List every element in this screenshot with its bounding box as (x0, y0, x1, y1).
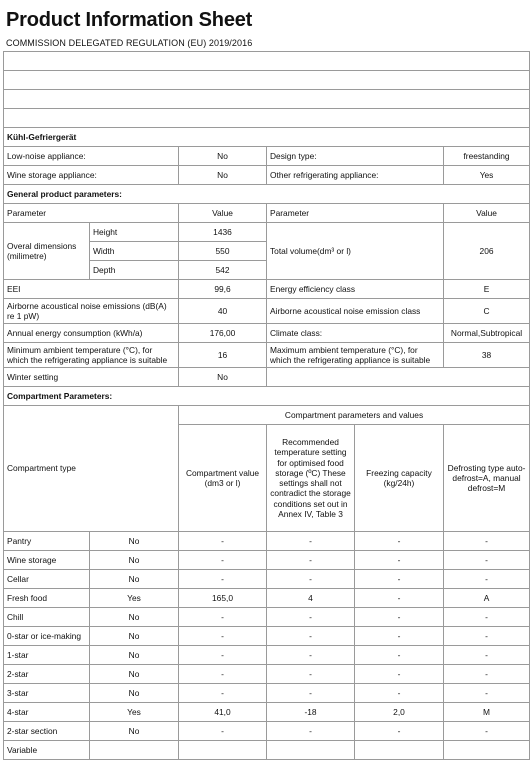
eei-value: 99,6 (179, 280, 267, 299)
compartment-temp: - (267, 646, 355, 665)
compartment-freezing: - (355, 551, 444, 570)
compartment-type: 0-star or ice-making (4, 627, 90, 646)
compartment-type: Wine storage (4, 551, 90, 570)
compartment-type: Variable (4, 741, 90, 760)
freezing-capacity-header: Freezing capacity (kg/24h) (355, 425, 444, 532)
compartment-freezing: - (355, 646, 444, 665)
compartment-temp (267, 741, 355, 760)
blank-row (4, 71, 530, 90)
compartment-present: No (90, 551, 179, 570)
total-volume-value: 206 (444, 223, 530, 280)
design-type-value: freestanding (444, 147, 530, 166)
width-label: Width (90, 242, 179, 261)
height-value: 1436 (179, 223, 267, 242)
col-value-right: Value (444, 204, 530, 223)
general-column-header-row (4, 204, 530, 223)
col-value-left: Value (179, 204, 267, 223)
depth-label: Depth (90, 261, 179, 280)
compartment-present: No (90, 665, 179, 684)
compartment-type: 3-star (4, 684, 90, 703)
compartment-defrost: - (444, 684, 530, 703)
compartment-defrost: - (444, 532, 530, 551)
defrosting-type-header: Defrosting type auto-defrost=A, manual defrost=M (444, 425, 530, 532)
compartment-type: 2-star (4, 665, 90, 684)
compartment-type: 1-star (4, 646, 90, 665)
table-row (4, 665, 530, 684)
compartment-heading-row (4, 387, 530, 406)
compartment-defrost: - (444, 608, 530, 627)
table-row (4, 684, 530, 703)
min-temp-value: 16 (179, 343, 267, 368)
blank-row (4, 90, 530, 109)
annual-energy-label: Annual energy consumption (kWh/a) (4, 324, 179, 343)
noise-row (4, 299, 530, 324)
compartment-temp: - (267, 551, 355, 570)
general-heading-row (4, 185, 530, 204)
compartment-value: - (179, 684, 267, 703)
winter-setting-value: No (179, 368, 267, 387)
compartment-value: - (179, 608, 267, 627)
low-noise-row (4, 147, 530, 166)
compartment-defrost (444, 741, 530, 760)
compartment-defrost: - (444, 551, 530, 570)
eei-row (4, 280, 530, 299)
compartment-type: Pantry (4, 532, 90, 551)
compartment-value: - (179, 665, 267, 684)
compartment-present: No (90, 532, 179, 551)
wine-storage-label: Wine storage appliance: (4, 166, 179, 185)
table-row (4, 722, 530, 741)
noise-label: Airborne acoustical noise emissions (dB(A) re 1 pW) (4, 299, 179, 324)
compartment-value: - (179, 551, 267, 570)
compartment-present (90, 741, 179, 760)
compartment-type-header: Compartment type (4, 406, 179, 532)
compartment-freezing: - (355, 627, 444, 646)
table-row (4, 608, 530, 627)
depth-value: 542 (179, 261, 267, 280)
winter-setting-row (4, 368, 530, 387)
design-type-label: Design type: (267, 147, 444, 166)
compartment-defrost: - (444, 627, 530, 646)
compartment-temp: 4 (267, 589, 355, 608)
table-row (4, 741, 530, 760)
compartment-present: No (90, 570, 179, 589)
max-temp-label: Maximum ambient temperature (°C), for which the refrigerating appliance is suitable (267, 343, 444, 368)
regulation-subtitle: COMMISSION DELEGATED REGULATION (EU) 2019/2016 (6, 38, 253, 48)
noise-class-value: C (444, 299, 530, 324)
compartment-value-header: Compartment value (dm3 or l) (179, 425, 267, 532)
dimensions-label: Overal dimensions (milimetre) (4, 223, 90, 280)
total-volume-label: Total volume(dm³ or l) (267, 223, 444, 280)
low-noise-value: No (179, 147, 267, 166)
blank-row (4, 109, 530, 128)
compartment-present: No (90, 627, 179, 646)
col-parameter-left: Parameter (4, 204, 179, 223)
compartment-defrost: - (444, 646, 530, 665)
compartment-defrost: - (444, 722, 530, 741)
compartment-type: 4-star (4, 703, 90, 722)
compartment-freezing: - (355, 608, 444, 627)
compartment-defrost: M (444, 703, 530, 722)
climate-class-label: Climate class: (267, 324, 444, 343)
general-heading: General product parameters: (4, 185, 530, 204)
compartment-present: Yes (90, 589, 179, 608)
low-noise-label: Low-noise appliance: (4, 147, 179, 166)
compartment-freezing: 2,0 (355, 703, 444, 722)
model-row (4, 128, 530, 147)
compartment-value: - (179, 570, 267, 589)
compartment-temp: - (267, 684, 355, 703)
energy-class-value: E (444, 280, 530, 299)
compartment-present: No (90, 722, 179, 741)
compartment-freezing: - (355, 722, 444, 741)
compartment-value: - (179, 532, 267, 551)
compartment-freezing (355, 741, 444, 760)
product-information-table (3, 51, 530, 760)
recommended-temp-header: Recommended temperature setting for optimised food storage (ºC) These settings shall not contradict the storage conditions set out in Annex IV, Table 3 (267, 425, 355, 532)
ambient-temperature-row (4, 343, 530, 368)
compartment-present: No (90, 608, 179, 627)
compartment-present: No (90, 684, 179, 703)
annual-energy-row (4, 324, 530, 343)
compartment-value: - (179, 722, 267, 741)
compartment-value: - (179, 627, 267, 646)
winter-setting-label: Winter setting (4, 368, 179, 387)
compartment-freezing: - (355, 532, 444, 551)
compartment-temp: - (267, 532, 355, 551)
model-name: Kühl-Gefriergerät (4, 128, 530, 147)
compartment-value: - (179, 646, 267, 665)
compartment-defrost: A (444, 589, 530, 608)
col-parameter-right: Parameter (267, 204, 444, 223)
compartment-temp: - (267, 665, 355, 684)
compartment-defrost: - (444, 570, 530, 589)
compartment-type: 2-star section (4, 722, 90, 741)
compartment-type: Cellar (4, 570, 90, 589)
noise-value: 40 (179, 299, 267, 324)
compartment-freezing: - (355, 589, 444, 608)
table-row (4, 532, 530, 551)
height-label: Height (90, 223, 179, 242)
compartment-value: 41,0 (179, 703, 267, 722)
page-title: Product Information Sheet (6, 9, 253, 31)
min-temp-label: Minimum ambient temperature (°C), for which the refrigerating appliance is suitable (4, 343, 179, 368)
compartment-present: No (90, 646, 179, 665)
compartment-present: Yes (90, 703, 179, 722)
table-row (4, 646, 530, 665)
other-refrigerating-label: Other refrigerating appliance: (267, 166, 444, 185)
compartment-value (179, 741, 267, 760)
energy-class-label: Energy efficiency class (267, 280, 444, 299)
compartment-group-header-row (4, 406, 530, 425)
compartment-freezing: - (355, 665, 444, 684)
compartment-type: Fresh food (4, 589, 90, 608)
eei-label: EEI (4, 280, 179, 299)
compartment-value: 165,0 (179, 589, 267, 608)
table-row (4, 589, 530, 608)
wine-storage-row (4, 166, 530, 185)
compartment-freezing: - (355, 570, 444, 589)
compartment-temp: - (267, 627, 355, 646)
table-row (4, 703, 530, 722)
compartment-temp: - (267, 570, 355, 589)
annual-energy-value: 176,00 (179, 324, 267, 343)
compartment-temp: -18 (267, 703, 355, 722)
compartment-type: Chill (4, 608, 90, 627)
compartment-temp: - (267, 608, 355, 627)
noise-class-label: Airborne acoustical noise emission class (267, 299, 444, 324)
climate-class-value: Normal,Subtropical (444, 324, 530, 343)
wine-storage-value: No (179, 166, 267, 185)
table-row (4, 627, 530, 646)
table-row (4, 570, 530, 589)
max-temp-value: 38 (444, 343, 530, 368)
compartment-heading: Compartment Parameters: (4, 387, 530, 406)
compartment-group-header: Compartment parameters and values (179, 406, 530, 425)
compartment-temp: - (267, 722, 355, 741)
table-row (4, 551, 530, 570)
compartment-freezing: - (355, 684, 444, 703)
width-value: 550 (179, 242, 267, 261)
other-refrigerating-value: Yes (444, 166, 530, 185)
dimensions-height-row (4, 223, 530, 242)
blank-row (4, 52, 530, 71)
compartment-defrost: - (444, 665, 530, 684)
